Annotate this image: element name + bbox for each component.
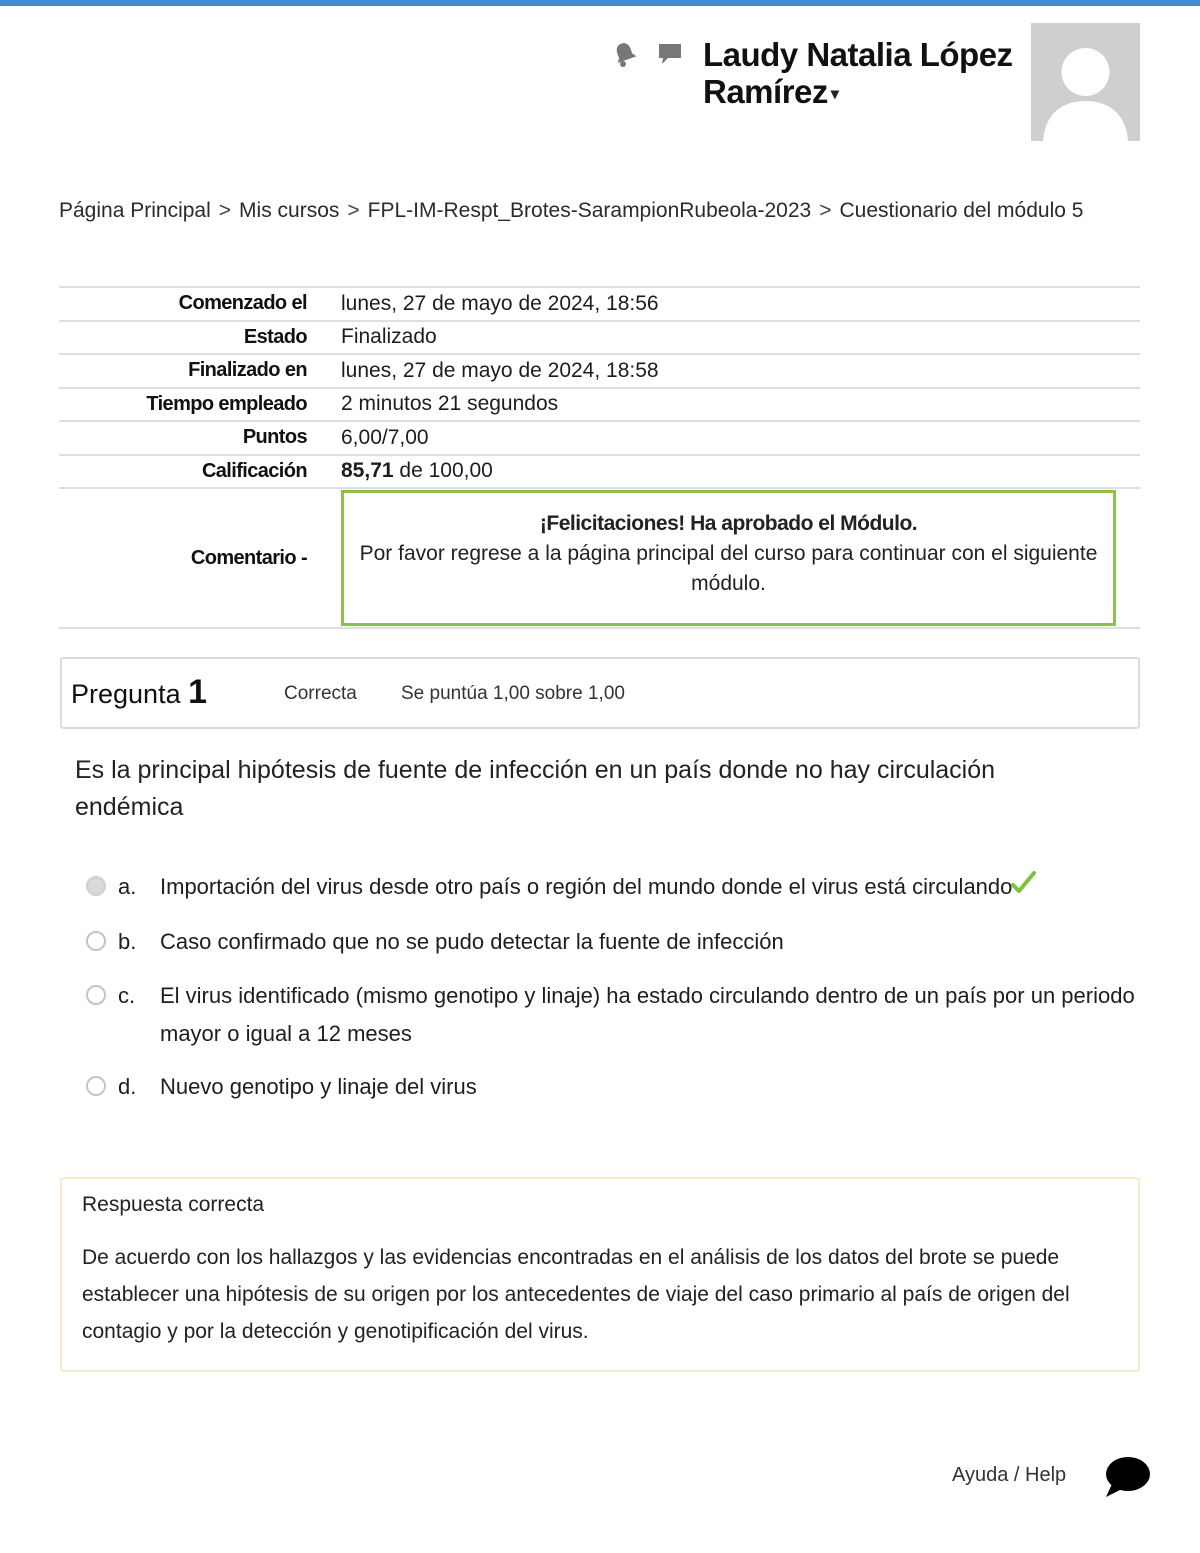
breadcrumb-separator: > — [347, 199, 360, 222]
summary-label: Tiempo empleado — [146, 392, 307, 415]
answer-text-c: El virus identificado (mismo genotipo y linaje) ha estado circulando dentro de un país por un periodo mayor o igual a 12 meses — [160, 983, 1135, 1046]
breadcrumb-separator: > — [218, 199, 232, 222]
help-link[interactable]: Ayuda / Help — [952, 1464, 1067, 1486]
question-state: Correcta — [284, 683, 357, 704]
breadcrumb-my-courses[interactable]: Mis cursos — [239, 199, 340, 222]
feedback-text: De acuerdo con los hallazgos y las evidencias encontradas en el análisis de los datos del brote se puede establecer una hipótesis de su origen por los antecedentes de viaje del caso primario al país de origen del contagio y por la detección y genotipificación del virus. — [82, 1246, 1070, 1343]
summary-row — [59, 388, 1140, 422]
feedback-heading: Respuesta correcta — [82, 1193, 265, 1216]
summary-row — [59, 354, 1140, 388]
summary-label: Finalizado en — [188, 359, 307, 382]
summary-value: Finalizado — [341, 325, 437, 349]
comment-text: Por favor regrese a la página principal del curso para continuar con el siguiente módulo. — [359, 542, 1098, 595]
answer-radio-d[interactable] — [86, 1076, 106, 1096]
answer-radio-c[interactable] — [86, 985, 106, 1005]
summary-row-comment — [59, 488, 1140, 628]
question-text: Es la principal hipótesis de fuente de infección en un país donde no hay circulación endémica — [75, 756, 996, 821]
user-menu[interactable] — [703, 36, 1023, 113]
feedback-comment-box — [341, 490, 1116, 626]
answer-radio-a[interactable] — [86, 876, 106, 896]
answer-text — [160, 868, 1135, 906]
bell-icon[interactable] — [612, 40, 638, 68]
answer-radio-b[interactable] — [86, 931, 106, 951]
chat-bubble-icon[interactable] — [656, 40, 684, 68]
answer-letter: c. — [118, 983, 136, 1008]
breadcrumb-quiz[interactable]: Cuestionario del módulo 5 — [839, 199, 1084, 222]
top-accent-bar — [0, 0, 1200, 6]
question-grade: Se puntúa 1,00 sobre 1,00 — [401, 683, 625, 704]
chevron-down-icon: ▾ — [830, 85, 839, 103]
summary-value: lunes, 27 de mayo de 2024, 18:56 — [341, 291, 659, 315]
user-silhouette-icon — [1031, 23, 1140, 141]
summary-value: 6,00/7,00 — [341, 425, 429, 449]
answer-text-d: Nuevo genotipo y linaje del virus — [160, 1074, 477, 1099]
summary-value: 2 minutos 21 segundos — [341, 392, 559, 416]
checkmark-icon — [1010, 870, 1036, 896]
grade-label: Calificación — [201, 459, 307, 482]
summary-label: Comenzado el — [178, 292, 307, 315]
comment-title: ¡Felicitaciones! Ha aprobado el Módulo. — [539, 512, 918, 535]
summary-row — [59, 421, 1140, 455]
summary-row — [59, 287, 1140, 321]
grade-value: 85,71 — [341, 459, 394, 483]
grade-suffix: de 100,00 — [393, 459, 493, 483]
summary-value: lunes, 27 de mayo de 2024, 18:58 — [341, 358, 659, 382]
question-number — [71, 673, 207, 712]
breadcrumb — [59, 192, 1139, 229]
comment-label: Comentario - — [190, 546, 307, 569]
breadcrumb-course[interactable]: FPL-IM-Respt_Brotes-SarampionRubeola-2023 — [367, 199, 812, 222]
breadcrumb-separator: > — [819, 199, 832, 222]
summary-row-grade — [59, 455, 1140, 489]
general-feedback-box — [60, 1177, 1140, 1372]
user-name: Laudy Natalia López Ramírez — [703, 36, 1013, 110]
answer-letter: a. — [118, 874, 137, 899]
question-number-value: 1 — [188, 673, 208, 711]
question-label: Pregunta — [71, 679, 181, 709]
answer-text-a: Importación del virus desde otro país o región del mundo donde el virus está circulando — [160, 874, 1013, 899]
comment-cell — [329, 488, 1140, 628]
answer-letter: b. — [118, 929, 137, 954]
summary-label: Estado — [243, 325, 307, 348]
summary-label: Puntos — [242, 426, 307, 449]
attempt-summary-table — [59, 286, 1140, 629]
chat-icon[interactable] — [1100, 1452, 1152, 1500]
grade-value-cell — [329, 455, 1140, 489]
summary-row — [59, 321, 1140, 355]
question-info-box — [60, 657, 1140, 729]
breadcrumb-home[interactable]: Página Principal — [59, 199, 211, 222]
answer-letter: d. — [118, 1074, 137, 1099]
answer-text-b: Caso confirmado que no se pudo detectar la fuente de infección — [160, 929, 784, 954]
avatar[interactable] — [1031, 23, 1140, 141]
